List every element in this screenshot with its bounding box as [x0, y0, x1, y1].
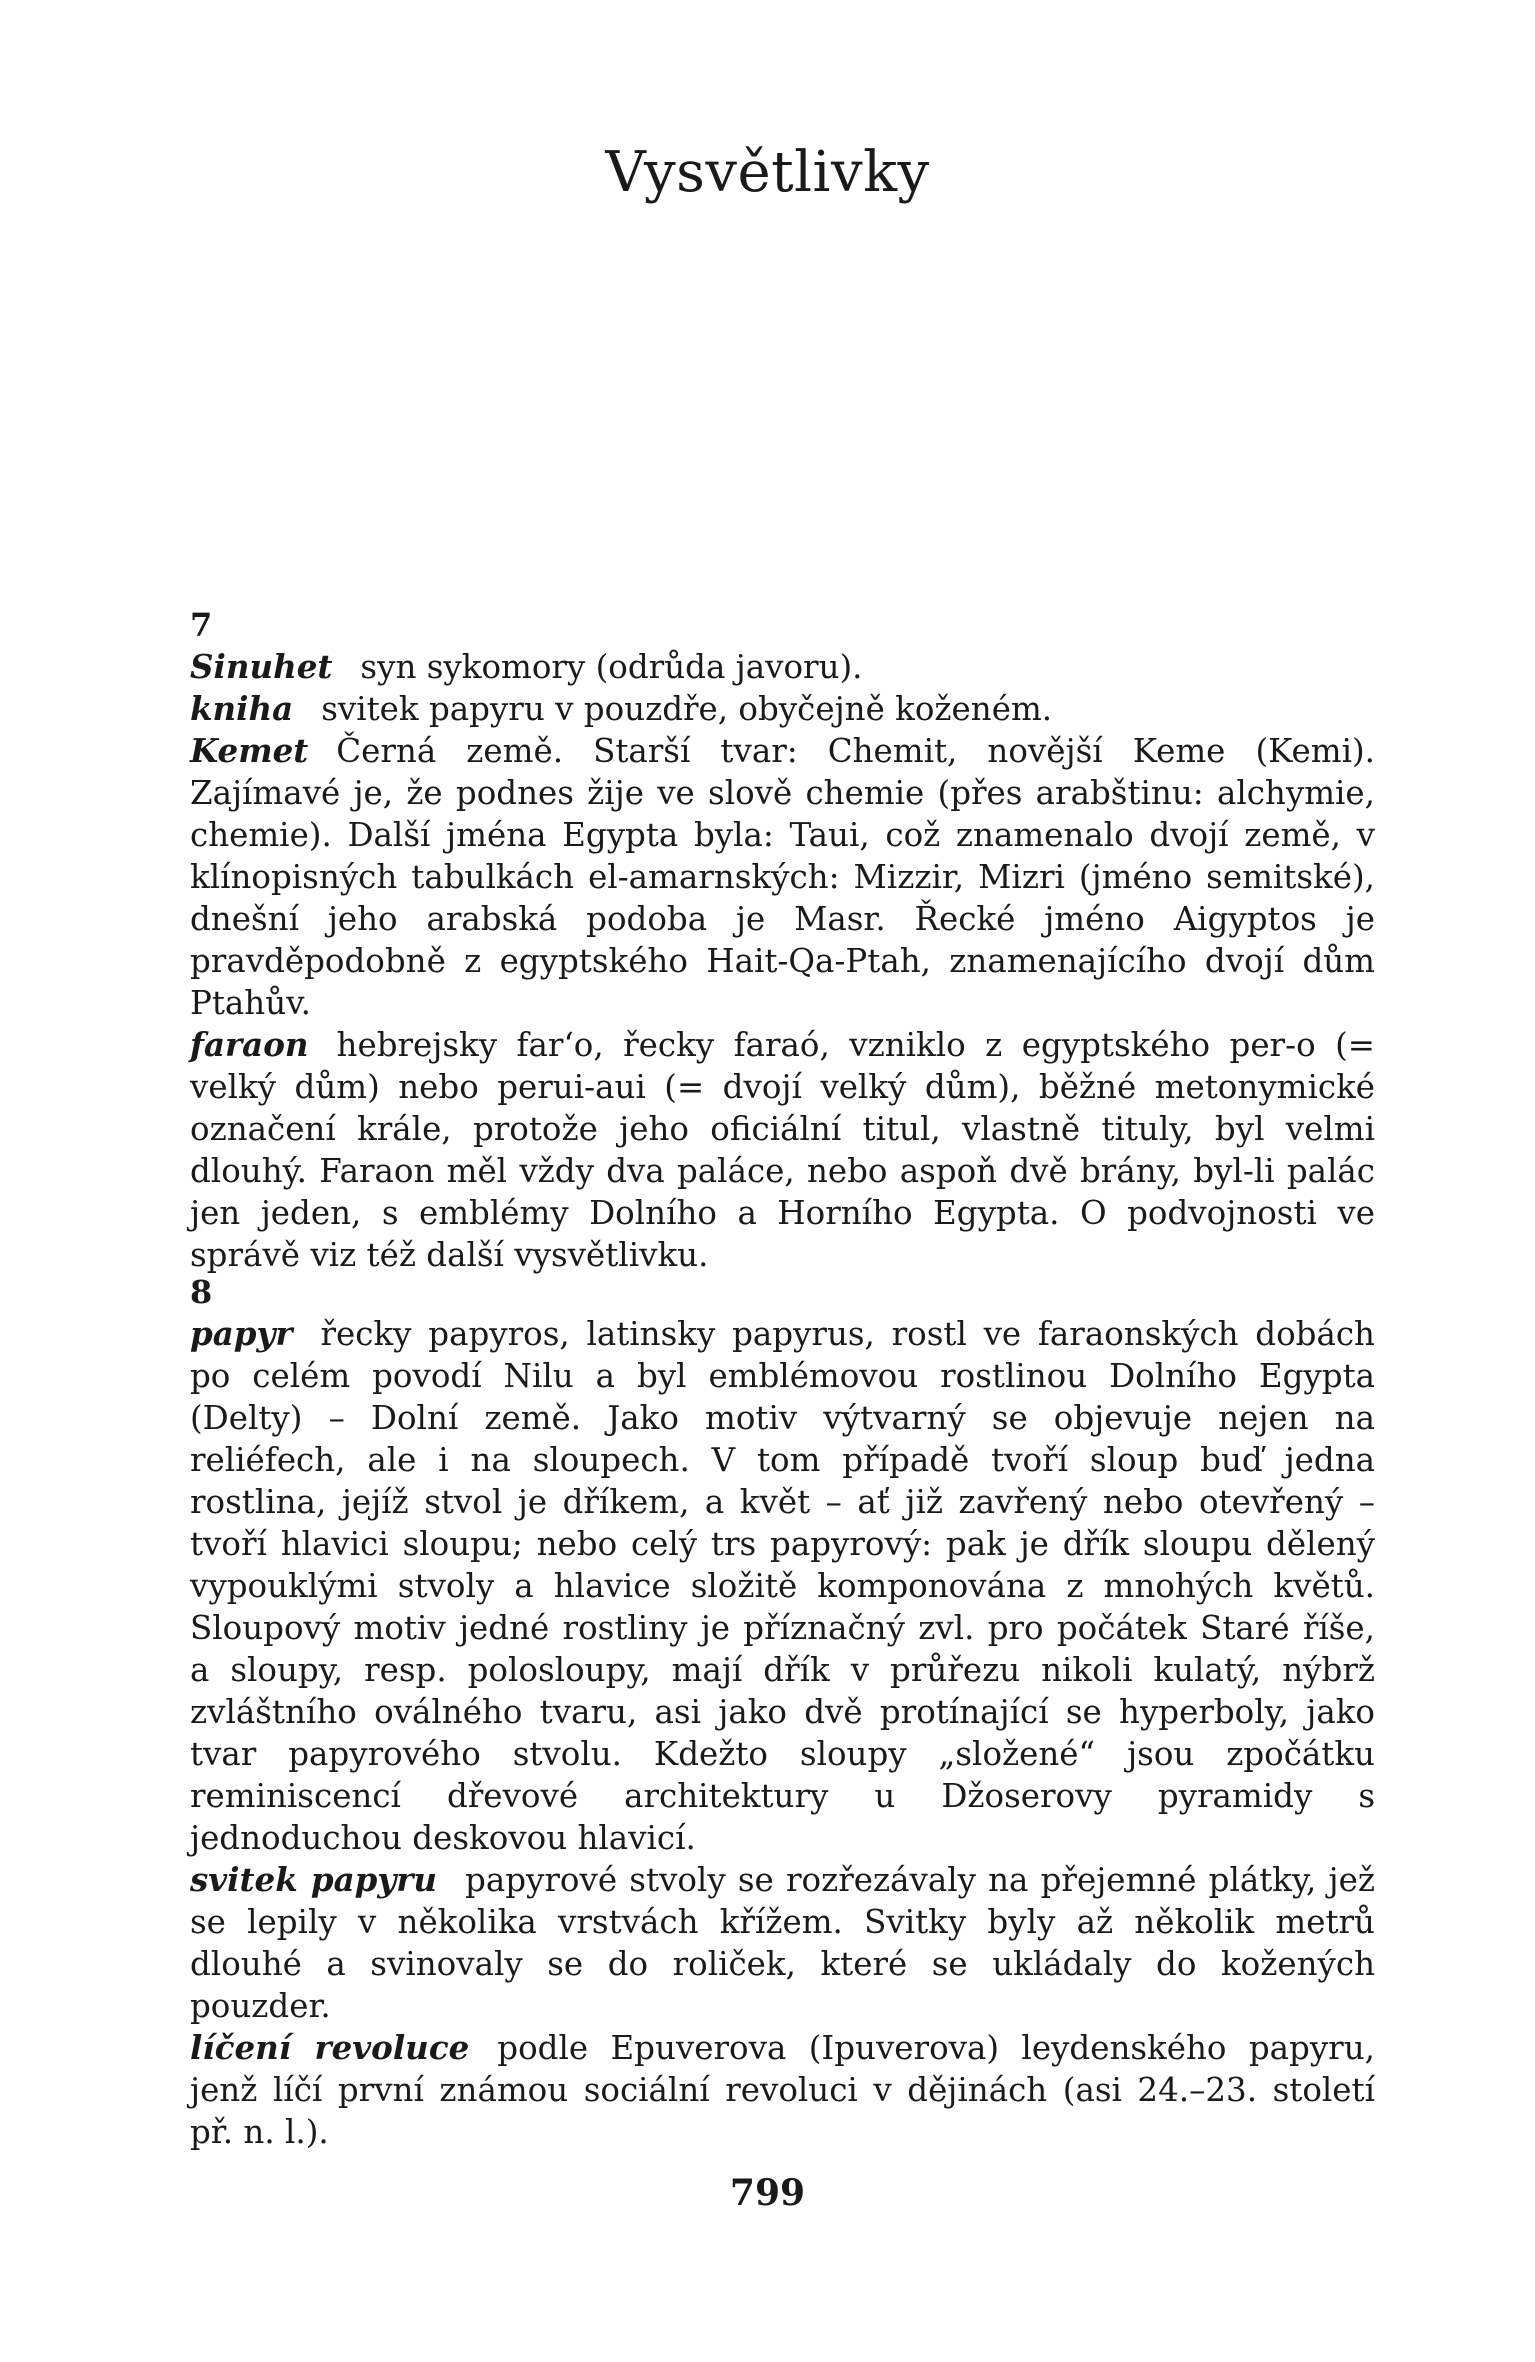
entry-term: papyr — [190, 1314, 293, 1353]
entry-term: svitek papyru — [190, 1860, 438, 1899]
entry-kemet — [190, 730, 1375, 1024]
page-title: Vysvětlivky — [605, 140, 930, 205]
entry-term: faraon — [190, 1025, 309, 1064]
entry-faraon — [190, 1024, 1375, 1276]
entry-term: Sinuhet — [190, 647, 333, 686]
notes-section-8 — [190, 1271, 1375, 2153]
entry-text: hebrejsky far‘o, řecky faraó, vzniklo z egyptského per-o (= velký dům) nebo perui-aui (= dvojí velký dům), běžné metonymické označení krále, protože jeho oficiální titul, vlastně tituly, byl velmi dlouhý. Faraon měl vždy dva paláce, nebo aspoň dvě brány, byl-li palác jen jeden, s emblémy Dolního a Horního Egypta. O podvojnosti ve správě viz též další vysvětlivku. — [190, 1026, 1375, 1274]
section-number: 8 — [190, 1273, 213, 1311]
entry-term: Kemet — [190, 731, 309, 770]
entry-svitek-papyru — [190, 1859, 1375, 2027]
entry-text: řecky papyros, latinsky papyrus, rostl ve faraonských dobách po celém povodí Nilu a byl emblémovou rostlinou Dolního Egypta (Delty) – Dolní země. Jako motiv výtvarný se objevuje nejen na reliéfech, ale i na sloupech. V tom případě tvoří sloup buď jedna rostlina, jejíž stvol je dříkem, a květ – ať již zavřený nebo otevřený – tvoří hlavici sloupu; nebo celý trs papyrový: pak je dřík sloupu dělený vypouklými stvoly a hlavice složitě komponována z mnohých květů. Sloupový motiv jedné rostliny je příznačný zvl. pro počátek Staré říše, a sloupy, resp. polosloupy, mají dřík v průřezu nikoli kulatý, nýbrž zvláštního oválného tvaru, asi jako dvě protínající se hyperboly, jako tvar papyrového stvolu. Kdežto sloupy „složené“ jsou zpočátku reminiscencí dřevové architektury u Džoserovy pyramidy s jednoduchou deskovou hlavicí. — [190, 1315, 1375, 1857]
entry-term: líčení revoluce — [190, 2028, 470, 2067]
entry-text: Černá země. Starší tvar: Chemit, novější Keme (Kemi). Zajímavé je, že podnes žije ve slově chemie (přes arabštinu: alchymie, chemie). Další jména Egypta byla: Taui, což znamenalo dvojí země, v klínopisných tabulkách el-amarnských: Mizzir, Mizri (jméno semitské), dnešní jeho arabská podoba je Masr. Řecké jméno Aigyptos je pravděpodobně z egyptského Hait-Qa-Ptah, znamenajícího dvojí dům Ptahův. — [190, 732, 1375, 1022]
entry-liceni-revoluce — [190, 2027, 1375, 2153]
section-number: 7 — [190, 606, 213, 644]
entry-text: papyrové stvoly se rozřezávaly na přejemné plátky, jež se lepily v několika vrstvách křížem. Svitky byly až několik metrů dlouhé a svinovaly se do roliček, které se ukládaly do kožených pouzder. — [190, 1861, 1375, 2025]
entry-kniha — [190, 688, 1375, 730]
entry-text: syn sykomory (odrůda javoru). — [360, 648, 863, 686]
entry-term: kniha — [190, 689, 294, 728]
page-number: 799 — [729, 2172, 806, 2214]
entry-text: svitek papyru v pouzdře, obyčejně koženém. — [321, 690, 1053, 728]
entry-text: podle Epuverova (Ipuverova) leydenského papyru, jenž líčí první známou sociální revoluci v dějinách (asi 24.–23. století př. n. l.). — [190, 2029, 1375, 2151]
entry-sinuhet — [190, 646, 1375, 688]
notes-section-7 — [190, 604, 1375, 1276]
entry-papyr — [190, 1313, 1375, 1859]
